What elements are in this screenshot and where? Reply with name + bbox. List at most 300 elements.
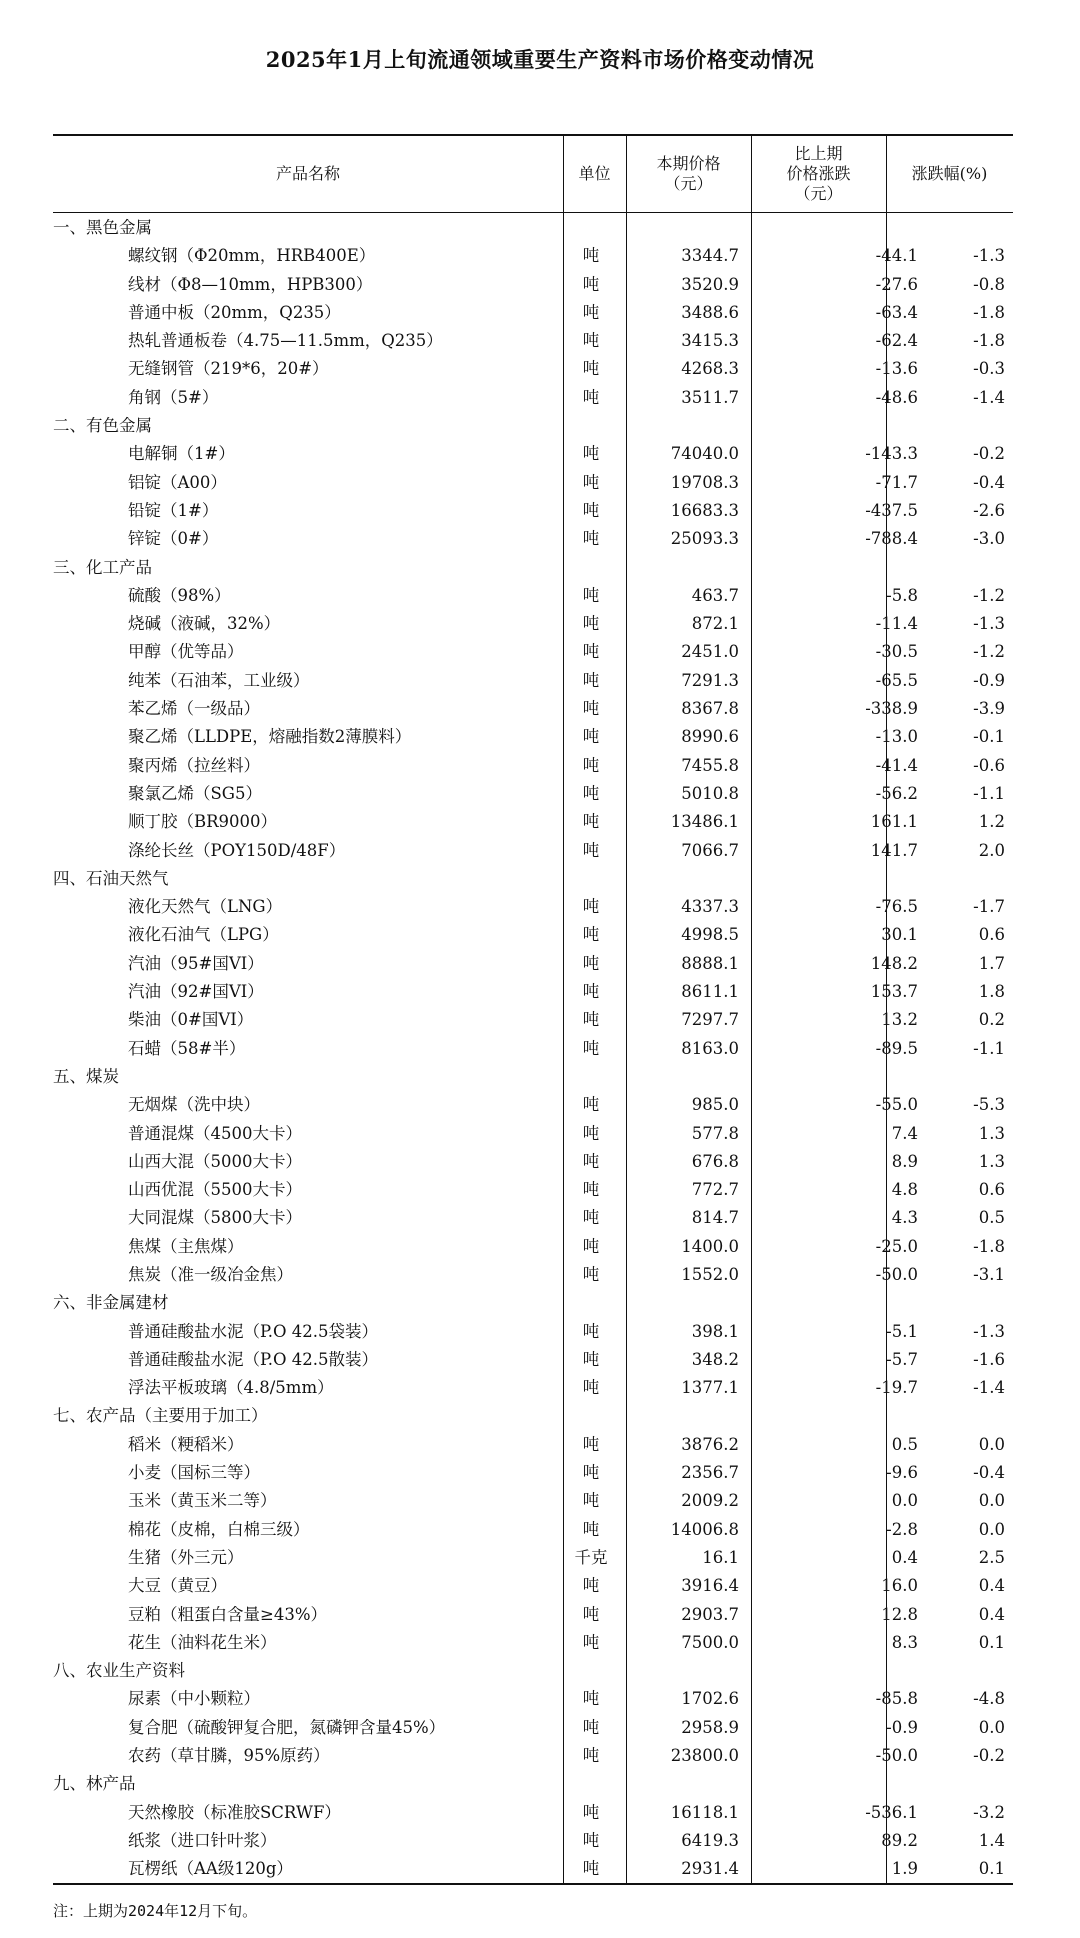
change-cell: 12.8	[881, 1604, 918, 1624]
change-cell: -50.0	[875, 1264, 918, 1284]
table-row	[53, 1798, 1013, 1826]
pct-cell: -0.2	[973, 444, 1005, 464]
price-cell: 2009.2	[681, 1491, 739, 1511]
price-cell: 676.8	[691, 1151, 739, 1171]
column-divider	[563, 136, 564, 1883]
unit-cell: 吨	[582, 783, 600, 803]
change-cell: -89.5	[875, 1038, 918, 1058]
table-row	[53, 836, 1013, 864]
unit-cell: 吨	[582, 1349, 600, 1369]
product-name: 稻米（粳稻米）	[128, 1434, 244, 1454]
change-cell: 13.2	[881, 1010, 918, 1030]
change-cell: -56.2	[875, 783, 918, 803]
price-cell: 74040.0	[670, 444, 739, 464]
unit-cell: 吨	[582, 387, 600, 407]
change-cell: 30.1	[881, 925, 918, 945]
pct-cell: -1.8	[973, 302, 1005, 322]
product-name: 液化石油气（LPG）	[128, 925, 279, 945]
product-name: 汽油（95#国VI）	[128, 953, 264, 973]
pct-cell: -5.3	[973, 1095, 1005, 1115]
column-divider	[626, 136, 627, 1883]
product-name: 角钢（5#）	[128, 387, 219, 407]
unit-cell: 吨	[582, 444, 600, 464]
unit-cell: 吨	[582, 1632, 600, 1652]
change-cell: -30.5	[875, 642, 918, 662]
category-name: 七、农产品（主要用于加工）	[53, 1406, 268, 1426]
pct-cell: -1.6	[973, 1349, 1005, 1369]
price-cell: 7297.7	[681, 1010, 739, 1030]
pct-cell: 0.4	[978, 1576, 1005, 1596]
product-name: 螺纹钢（Φ20mm，HRB400E）	[128, 246, 376, 266]
pct-cell: 0.1	[978, 1859, 1005, 1879]
unit-cell: 吨	[582, 1151, 600, 1171]
unit-cell: 吨	[582, 1717, 600, 1737]
product-name: 铅锭（1#）	[128, 500, 219, 520]
table-row	[53, 524, 1013, 552]
pct-cell: -1.3	[973, 1321, 1005, 1341]
pct-cell: 1.3	[978, 1151, 1005, 1171]
unit-cell: 吨	[582, 1095, 600, 1115]
change-cell: -71.7	[875, 472, 918, 492]
price-cell: 3876.2	[681, 1434, 739, 1454]
product-name: 苯乙烯（一级品）	[128, 699, 260, 719]
change-cell: -5.7	[886, 1349, 918, 1369]
change-cell: 8.9	[891, 1151, 918, 1171]
pct-cell: -0.2	[973, 1746, 1005, 1766]
category-row	[53, 1656, 1013, 1684]
unit-cell: 吨	[582, 1463, 600, 1483]
unit-cell: 吨	[582, 727, 600, 747]
product-name: 大同混煤（5800大卡）	[128, 1208, 302, 1228]
table-row	[53, 1147, 1013, 1175]
table-row	[53, 326, 1013, 354]
category-row	[53, 1288, 1013, 1316]
pct-cell: 2.0	[978, 840, 1005, 860]
change-cell: -76.5	[875, 897, 918, 917]
pct-cell: 0.4	[978, 1604, 1005, 1624]
category-name: 八、农业生产资料	[53, 1661, 185, 1681]
unit-cell: 吨	[582, 1604, 600, 1624]
pct-cell: 1.7	[978, 953, 1005, 973]
price-cell: 7291.3	[681, 670, 739, 690]
change-cell: -55.0	[875, 1095, 918, 1115]
product-name: 普通混煤（4500大卡）	[128, 1123, 302, 1143]
product-name: 尿素（中小颗粒）	[128, 1689, 260, 1709]
price-cell: 7500.0	[681, 1632, 739, 1652]
table-row	[53, 751, 1013, 779]
pct-cell: 0.5	[978, 1208, 1005, 1228]
pct-cell: -0.9	[973, 670, 1005, 690]
price-cell: 8990.6	[681, 727, 739, 747]
product-name: 柴油（0#国VI）	[128, 1010, 254, 1030]
table-row	[53, 1345, 1013, 1373]
product-name: 焦煤（主焦煤）	[128, 1236, 244, 1256]
price-cell: 2356.7	[681, 1463, 739, 1483]
pct-cell: -1.3	[973, 614, 1005, 634]
product-name: 农药（草甘膦，95%原药）	[128, 1746, 330, 1766]
unit-cell: 吨	[582, 1519, 600, 1539]
change-cell: 7.4	[891, 1123, 918, 1143]
table-row	[53, 609, 1013, 637]
table-row	[53, 1628, 1013, 1656]
pct-cell: -3.1	[973, 1264, 1005, 1284]
product-name: 烧碱（液碱，32%）	[128, 614, 281, 634]
product-name: 复合肥（硫酸钾复合肥，氮磷钾含量45%）	[128, 1717, 446, 1737]
unit-cell: 吨	[582, 1802, 600, 1822]
change-cell: -0.9	[886, 1717, 918, 1737]
pct-cell: -0.8	[973, 274, 1005, 294]
table-row	[53, 1090, 1013, 1118]
unit-cell: 吨	[582, 812, 600, 832]
pct-cell: -1.1	[973, 1038, 1005, 1058]
price-cell: 2903.7	[681, 1604, 739, 1624]
price-cell: 3488.6	[681, 302, 739, 322]
product-name: 山西优混（5500大卡）	[128, 1180, 302, 1200]
price-cell: 6419.3	[681, 1830, 739, 1850]
change-cell: -437.5	[865, 500, 918, 520]
price-cell: 3520.9	[681, 274, 739, 294]
product-name: 山西大混（5000大卡）	[128, 1151, 302, 1171]
table-row	[53, 666, 1013, 694]
pct-cell: 1.4	[978, 1830, 1005, 1850]
product-name: 聚乙烯（LLDPE，熔融指数2薄膜料）	[128, 727, 412, 747]
pct-cell: -1.8	[973, 1236, 1005, 1256]
pct-cell: -0.6	[973, 755, 1005, 775]
unit-cell: 吨	[582, 274, 600, 294]
product-name: 小麦（国标三等）	[128, 1463, 260, 1483]
category-name: 九、林产品	[53, 1774, 136, 1794]
unit-cell: 吨	[582, 1434, 600, 1454]
product-name: 普通硅酸盐水泥（P.O 42.5散装）	[128, 1349, 379, 1369]
price-cell: 7455.8	[681, 755, 739, 775]
table-row	[53, 1458, 1013, 1486]
unit-cell: 吨	[582, 472, 600, 492]
product-name: 普通硅酸盐水泥（P.O 42.5袋装）	[128, 1321, 379, 1341]
product-name: 棉花（皮棉，白棉三级）	[128, 1519, 310, 1539]
price-cell: 4998.5	[681, 925, 739, 945]
table-row	[53, 1543, 1013, 1571]
pct-cell: -1.2	[973, 642, 1005, 662]
change-cell: 4.8	[891, 1180, 918, 1200]
table-row	[53, 1854, 1013, 1882]
table-row	[53, 496, 1013, 524]
change-cell: -5.1	[886, 1321, 918, 1341]
product-name: 纸浆（进口针叶浆）	[128, 1830, 277, 1850]
table-row	[53, 1034, 1013, 1062]
change-cell: -19.7	[875, 1378, 918, 1398]
change-cell: -143.3	[865, 444, 918, 464]
change-cell: 16.0	[881, 1576, 918, 1596]
page-title: 2025年1月上旬流通领域重要生产资料市场价格变动情况	[265, 47, 815, 72]
table-row	[53, 1373, 1013, 1401]
table-row	[53, 1232, 1013, 1260]
pct-cell: 0.1	[978, 1632, 1005, 1652]
unit-cell: 千克	[574, 1547, 608, 1567]
price-cell: 577.8	[691, 1123, 739, 1143]
unit-cell: 吨	[582, 500, 600, 520]
product-name: 石蜡（58#半）	[128, 1038, 246, 1058]
header-unit: 单位	[578, 164, 611, 183]
change-cell: -5.8	[886, 585, 918, 605]
unit-cell: 吨	[582, 755, 600, 775]
unit-cell: 吨	[582, 925, 600, 945]
change-cell: -536.1	[865, 1802, 918, 1822]
price-cell: 8367.8	[681, 699, 739, 719]
pct-cell: 1.3	[978, 1123, 1005, 1143]
unit-cell: 吨	[582, 331, 600, 351]
table-row	[53, 779, 1013, 807]
price-cell: 1400.0	[681, 1236, 739, 1256]
change-cell: -788.4	[865, 529, 918, 549]
price-cell: 398.1	[691, 1321, 739, 1341]
price-cell: 19708.3	[670, 472, 739, 492]
table-row	[53, 1317, 1013, 1345]
product-name: 豆粕（粗蛋白含量≥43%）	[128, 1604, 327, 1624]
category-name: 六、非金属建材	[53, 1293, 169, 1313]
pct-cell: -3.0	[973, 529, 1005, 549]
table-row	[53, 949, 1013, 977]
unit-cell: 吨	[582, 642, 600, 662]
unit-cell: 吨	[582, 1859, 600, 1879]
price-cell: 3511.7	[681, 387, 739, 407]
pct-cell: 0.0	[978, 1519, 1005, 1539]
table-row	[53, 1203, 1013, 1231]
price-cell: 985.0	[691, 1095, 739, 1115]
product-name: 浮法平板玻璃（4.8/5mm）	[128, 1378, 334, 1398]
unit-cell: 吨	[582, 1576, 600, 1596]
price-table	[53, 134, 1013, 1885]
table-row	[53, 892, 1013, 920]
change-cell: -63.4	[875, 302, 918, 322]
price-cell: 1702.6	[681, 1689, 739, 1709]
price-cell: 3344.7	[681, 246, 739, 266]
table-row	[53, 1600, 1013, 1628]
product-name: 聚丙烯（拉丝料）	[128, 755, 260, 775]
product-name: 电解铜（1#）	[128, 444, 235, 464]
price-cell: 16683.3	[670, 500, 739, 520]
table-row	[53, 468, 1013, 496]
price-cell: 1552.0	[681, 1264, 739, 1284]
product-name: 锌锭（0#）	[128, 529, 219, 549]
change-cell: -50.0	[875, 1746, 918, 1766]
unit-cell: 吨	[582, 1378, 600, 1398]
change-cell: -85.8	[875, 1689, 918, 1709]
price-cell: 348.2	[691, 1349, 739, 1369]
price-cell: 1377.1	[681, 1378, 739, 1398]
table-row	[53, 920, 1013, 948]
product-name: 天然橡胶（标准胶SCRWF）	[128, 1802, 341, 1822]
product-name: 液化天然气（LNG）	[128, 897, 283, 917]
category-row	[53, 1062, 1013, 1090]
category-name: 四、石油天然气	[53, 868, 169, 888]
unit-cell: 吨	[582, 1830, 600, 1850]
pct-cell: 1.2	[978, 812, 1005, 832]
change-cell: 161.1	[870, 812, 918, 832]
unit-cell: 吨	[582, 953, 600, 973]
unit-cell: 吨	[582, 1264, 600, 1284]
unit-cell: 吨	[582, 1208, 600, 1228]
pct-cell: 2.5	[978, 1547, 1005, 1567]
product-name: 线材（Φ8—10mm，HPB300）	[128, 274, 373, 294]
change-cell: -2.8	[886, 1519, 918, 1539]
column-divider	[751, 136, 752, 1883]
product-name: 纯苯（石油苯，工业级）	[128, 670, 310, 690]
table-row	[53, 1260, 1013, 1288]
table-header	[53, 136, 1013, 213]
header-name: 产品名称	[275, 164, 340, 183]
pct-cell: -1.4	[973, 387, 1005, 407]
pct-cell: -1.1	[973, 783, 1005, 803]
category-name: 二、有色金属	[53, 416, 152, 436]
change-cell: -41.4	[875, 755, 918, 775]
table-row	[53, 1713, 1013, 1741]
category-name: 三、化工产品	[53, 557, 152, 577]
price-cell: 2451.0	[681, 642, 739, 662]
pct-cell: -3.2	[973, 1802, 1005, 1822]
price-cell: 7066.7	[681, 840, 739, 860]
product-name: 甲醇（优等品）	[128, 642, 244, 662]
price-cell: 3415.3	[681, 331, 739, 351]
change-cell: -27.6	[875, 274, 918, 294]
pct-cell: -0.4	[973, 1463, 1005, 1483]
table-row	[53, 354, 1013, 382]
category-row	[53, 213, 1013, 241]
price-cell: 8611.1	[681, 982, 739, 1002]
table-row	[53, 694, 1013, 722]
change-cell: 89.2	[881, 1830, 918, 1850]
header-change: 比上期 价格涨跌 （元）	[786, 144, 851, 203]
unit-cell: 吨	[582, 1321, 600, 1341]
change-cell: -62.4	[875, 331, 918, 351]
table-row	[53, 722, 1013, 750]
price-cell: 25093.3	[670, 529, 739, 549]
price-cell: 814.7	[691, 1208, 739, 1228]
product-name: 铝锭（A00）	[128, 472, 227, 492]
product-name: 焦炭（准一级冶金焦）	[128, 1264, 293, 1284]
table-row	[53, 1571, 1013, 1599]
unit-cell: 吨	[582, 359, 600, 379]
category-row	[53, 1769, 1013, 1797]
unit-cell: 吨	[582, 1010, 600, 1030]
pct-cell: -1.8	[973, 331, 1005, 351]
change-cell: 148.2	[870, 953, 918, 973]
table-row	[53, 1826, 1013, 1854]
change-cell: 0.5	[891, 1434, 918, 1454]
change-cell: -13.6	[875, 359, 918, 379]
header-pct: 涨跌幅(%)	[911, 164, 988, 183]
table-row	[53, 241, 1013, 269]
table-row	[53, 1005, 1013, 1033]
price-cell: 5010.8	[681, 783, 739, 803]
pct-cell: -0.3	[973, 359, 1005, 379]
unit-cell: 吨	[582, 897, 600, 917]
pct-cell: 1.8	[978, 982, 1005, 1002]
product-name: 花生（油料花生米）	[128, 1632, 277, 1652]
product-name: 顺丁胶（BR9000）	[128, 812, 278, 832]
table-row	[53, 1175, 1013, 1203]
unit-cell: 吨	[582, 1180, 600, 1200]
table-row	[53, 977, 1013, 1005]
price-cell: 14006.8	[670, 1519, 739, 1539]
product-name: 玉米（黄玉米二等）	[128, 1491, 277, 1511]
pct-cell: -1.4	[973, 1378, 1005, 1398]
unit-cell: 吨	[582, 1491, 600, 1511]
category-row	[53, 411, 1013, 439]
price-cell: 8888.1	[681, 953, 739, 973]
pct-cell: 0.6	[978, 1180, 1005, 1200]
table-row	[53, 807, 1013, 835]
pct-cell: -2.6	[973, 500, 1005, 520]
change-cell: 0.0	[891, 1491, 918, 1511]
change-cell: -44.1	[875, 246, 918, 266]
change-cell: -338.9	[865, 699, 918, 719]
price-cell: 772.7	[691, 1180, 739, 1200]
price-cell: 8163.0	[681, 1038, 739, 1058]
price-cell: 872.1	[691, 614, 739, 634]
table-row	[53, 1119, 1013, 1147]
product-name: 热轧普通板卷（4.75—11.5mm，Q235）	[128, 331, 443, 351]
pct-cell: -0.4	[973, 472, 1005, 492]
unit-cell: 吨	[582, 246, 600, 266]
pct-cell: -1.2	[973, 585, 1005, 605]
unit-cell: 吨	[582, 1746, 600, 1766]
price-cell: 16.1	[702, 1547, 739, 1567]
pct-cell: -4.8	[973, 1689, 1005, 1709]
table-row	[53, 1741, 1013, 1769]
category-row	[53, 553, 1013, 581]
unit-cell: 吨	[582, 1236, 600, 1256]
unit-cell: 吨	[582, 1038, 600, 1058]
price-cell: 13486.1	[670, 812, 739, 832]
product-name: 生猪（外三元）	[128, 1547, 244, 1567]
unit-cell: 吨	[582, 699, 600, 719]
unit-cell: 吨	[582, 670, 600, 690]
table-body	[53, 213, 1013, 1883]
product-name: 汽油（92#国VI）	[128, 982, 264, 1002]
table-row	[53, 383, 1013, 411]
product-name: 硫酸（98%）	[128, 585, 231, 605]
product-name: 大豆（黄豆）	[128, 1576, 227, 1596]
product-name: 聚氯乙烯（SG5）	[128, 783, 262, 803]
unit-cell: 吨	[582, 529, 600, 549]
pct-cell: 0.0	[978, 1491, 1005, 1511]
pct-cell: 0.0	[978, 1434, 1005, 1454]
column-divider	[886, 136, 887, 1883]
category-row	[53, 1401, 1013, 1429]
category-name: 一、黑色金属	[53, 218, 152, 237]
product-name: 瓦楞纸（AA级120g）	[128, 1859, 293, 1879]
unit-cell: 吨	[582, 302, 600, 322]
price-cell: 4337.3	[681, 897, 739, 917]
table-row	[53, 439, 1013, 467]
table-row	[53, 637, 1013, 665]
change-cell: -48.6	[875, 387, 918, 407]
product-name: 无缝钢管（219*6，20#）	[128, 359, 329, 379]
pct-cell: -0.1	[973, 727, 1005, 747]
pct-cell: -1.7	[973, 897, 1005, 917]
change-cell: 1.9	[891, 1859, 918, 1879]
table-row	[53, 298, 1013, 326]
change-cell: -25.0	[875, 1236, 918, 1256]
price-cell: 23800.0	[670, 1746, 739, 1766]
table-row	[53, 581, 1013, 609]
table-row	[53, 1430, 1013, 1458]
change-cell: 4.3	[891, 1208, 918, 1228]
table-row	[53, 1684, 1013, 1712]
unit-cell: 吨	[582, 1689, 600, 1709]
price-cell: 16118.1	[670, 1802, 739, 1822]
change-cell: -13.0	[875, 727, 918, 747]
